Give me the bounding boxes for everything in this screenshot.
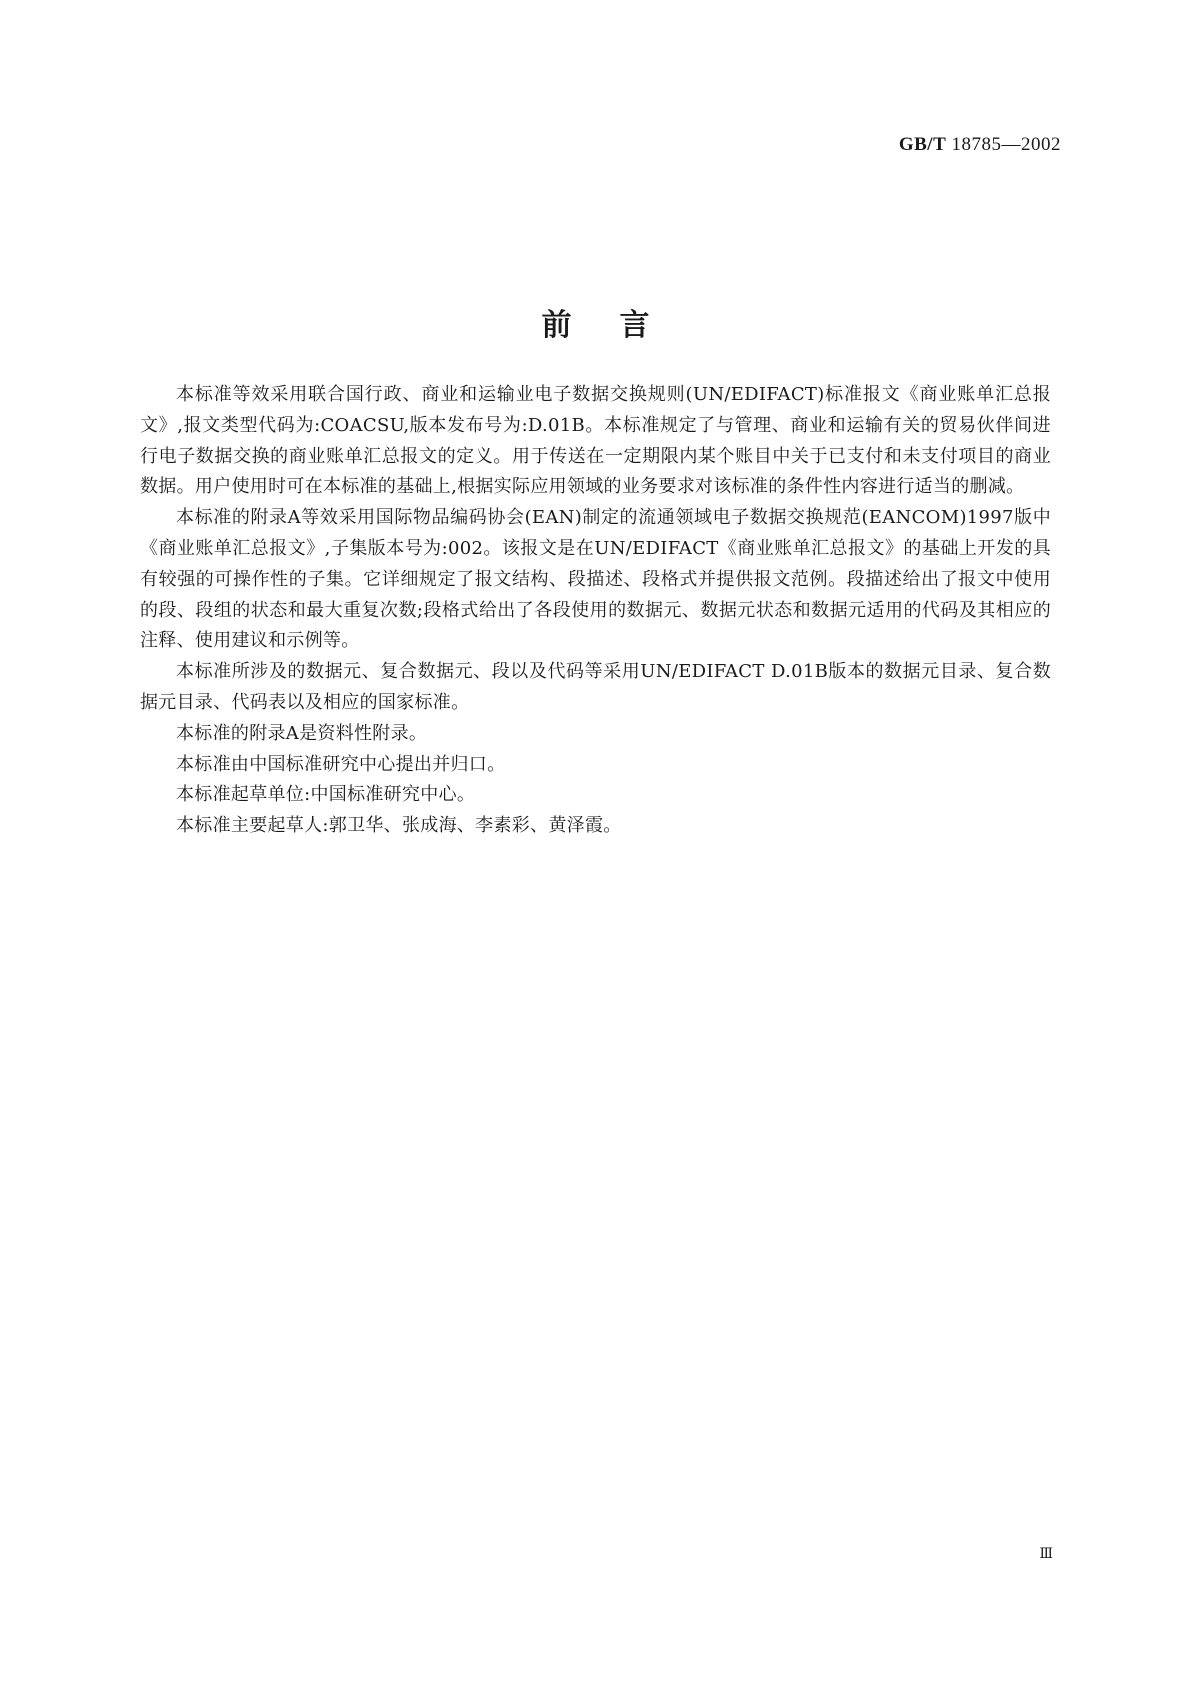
paragraph-data-elements: 本标准所涉及的数据元、复合数据元、段以及代码等采用UN/EDIFACT D.01B版本的数据元目录、复合数据元目录、代码表以及相应的国家标准。 (140, 661, 1051, 713)
standard-code (899, 134, 1061, 156)
paragraph-drafters: 本标准主要起草人:郭卫华、张成海、李素彩、黄泽霞。 (176, 815, 622, 837)
paragraph-annex-a: 本标准的附录A等效采用国际物品编码协会(EAN)制定的流通领域电子数据交换规范(EANCOM)1997版中《商业账单汇总报文》,子集版本号为:002。该报文是在UN/EDIFACT《商业账单汇总报文》的基础上开发的具有较强的可操作性的子集。它详细规定了报文结构、段描述、段格式并提供报文范例。段描述给出了报文中使用的段、段组的状态和最大重复次数;段格式给出了各段使用的数据元、数据元状态和数据元适用的代码及其相应的注释、使用建议和示例等。 (140, 507, 1051, 652)
standard-code-prefix: GB/T (898, 134, 947, 155)
foreword-body (140, 380, 1051, 842)
standard-code-number: 18785—2002 (951, 134, 1061, 155)
paragraph-adoption: 本标准等效采用联合国行政、商业和运输业电子数据交换规则(UN/EDIFACT)标准报文《商业账单汇总报文》,报文类型代码为:COACSU,版本发布号为:D.01B。本标准规定了与管理、商业和运输有关的贸易伙伴间进行电子数据交换的商业账单汇总报文的定义。用于传送在一定期限内某个账目中关于已支付和未支付项目的商业数据。用户使用时可在本标准的基础上,根据实际应用领域的业务要求对该标准的条件性内容进行适当的删减。 (140, 384, 1051, 498)
paragraph-proposer: 本标准由中国标准研究中心提出并归口。 (176, 753, 506, 775)
page-number: Ⅲ (1039, 1547, 1053, 1562)
page-title: 前言 (541, 308, 698, 344)
paragraph-annex-informative: 本标准的附录A是资料性附录。 (176, 722, 428, 744)
paragraph-drafting-unit: 本标准起草单位:中国标准研究中心。 (176, 784, 476, 806)
